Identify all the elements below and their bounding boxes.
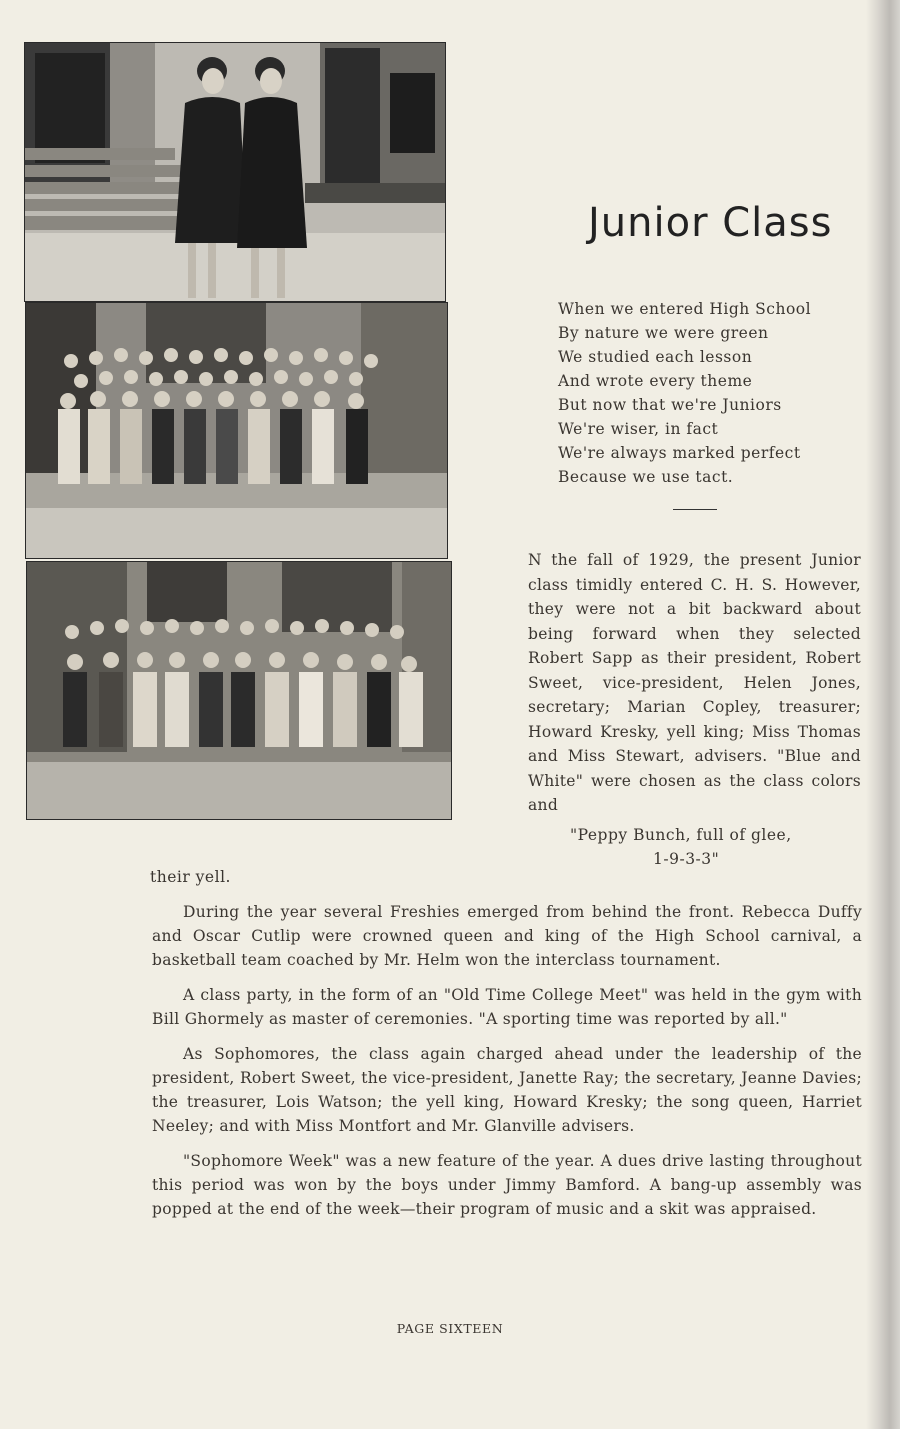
page-number: PAGE SIXTEEN (396, 1321, 504, 1336)
class-poem (558, 297, 848, 489)
page-gutter-shadow (866, 0, 900, 1429)
poem-line: We're always marked perfect (558, 444, 801, 462)
yell-line: 1-9-3-3" (653, 850, 720, 868)
poem-line: And wrote every theme (558, 372, 753, 390)
body-paragraph: A class party, in the form of an "Old Time College Meet" was held in the gym with Bill Ghormely as master of ceremonies. "A sporting time was reported by all." (152, 986, 862, 1028)
poem-line: By nature we were green (558, 324, 769, 342)
body-text (152, 900, 862, 1232)
body-paragraph: During the year several Freshies emerged from behind the front. Rebecca Duffy and Oscar Cutlip were crowned queen and king of the High School carnival, a basketball team coached by Mr. Helm won the interclass tournament. (152, 903, 862, 969)
poem-line: We studied each lesson (558, 348, 753, 366)
section-divider (673, 509, 717, 510)
poem-line: But now that we're Juniors (558, 396, 782, 414)
poem-line: When we entered High School (558, 300, 812, 318)
page-title: Junior Class (588, 200, 833, 246)
intro-text: the fall of 1929, the present Junior class timidly entered C. H. S. However, they were not a bit backward about being forward when they selected Robert Sapp as their president, Robert Sweet, vice-president, Helen Jones, secretary; Marian Copley, treasurer; Howard Kresky, yell king; Miss Thomas and Miss Stewart, advisers. "Blue and White" were chosen as the class colors and (528, 551, 862, 814)
photo-class-group-one (26, 303, 447, 558)
photo-class-officers (25, 43, 445, 301)
body-paragraph: As Sophomores, the class again charged ahead under the leadership of the president, Robert Sweet, the vice-president, Janette Ray; the secretary, Jeanne Davies; the treasurer, Lois Watson; the yell king, Howard Kresky; the song queen, Harriet Neeley; and with Miss Montfort and Mr. Glanville advisers. (152, 1045, 862, 1135)
poem-line: Because we use tact. (558, 468, 734, 486)
drop-cap: N (528, 551, 542, 569)
narrative-intro (528, 548, 861, 818)
photo-class-group-two (27, 562, 451, 819)
poem-line: We're wiser, in fact (558, 420, 719, 438)
body-paragraph: "Sophomore Week" was a new feature of the year. A dues drive lasting throughout this period was won by the boys under Jimmy Bamford. A bang-up assembly was popped at the end of the week—their program of music and a skit was appraised. (152, 1152, 862, 1218)
yell-tail-text: their yell. (150, 868, 231, 886)
class-yell (570, 823, 850, 871)
yell-line: "Peppy Bunch, full of glee, (570, 826, 792, 844)
